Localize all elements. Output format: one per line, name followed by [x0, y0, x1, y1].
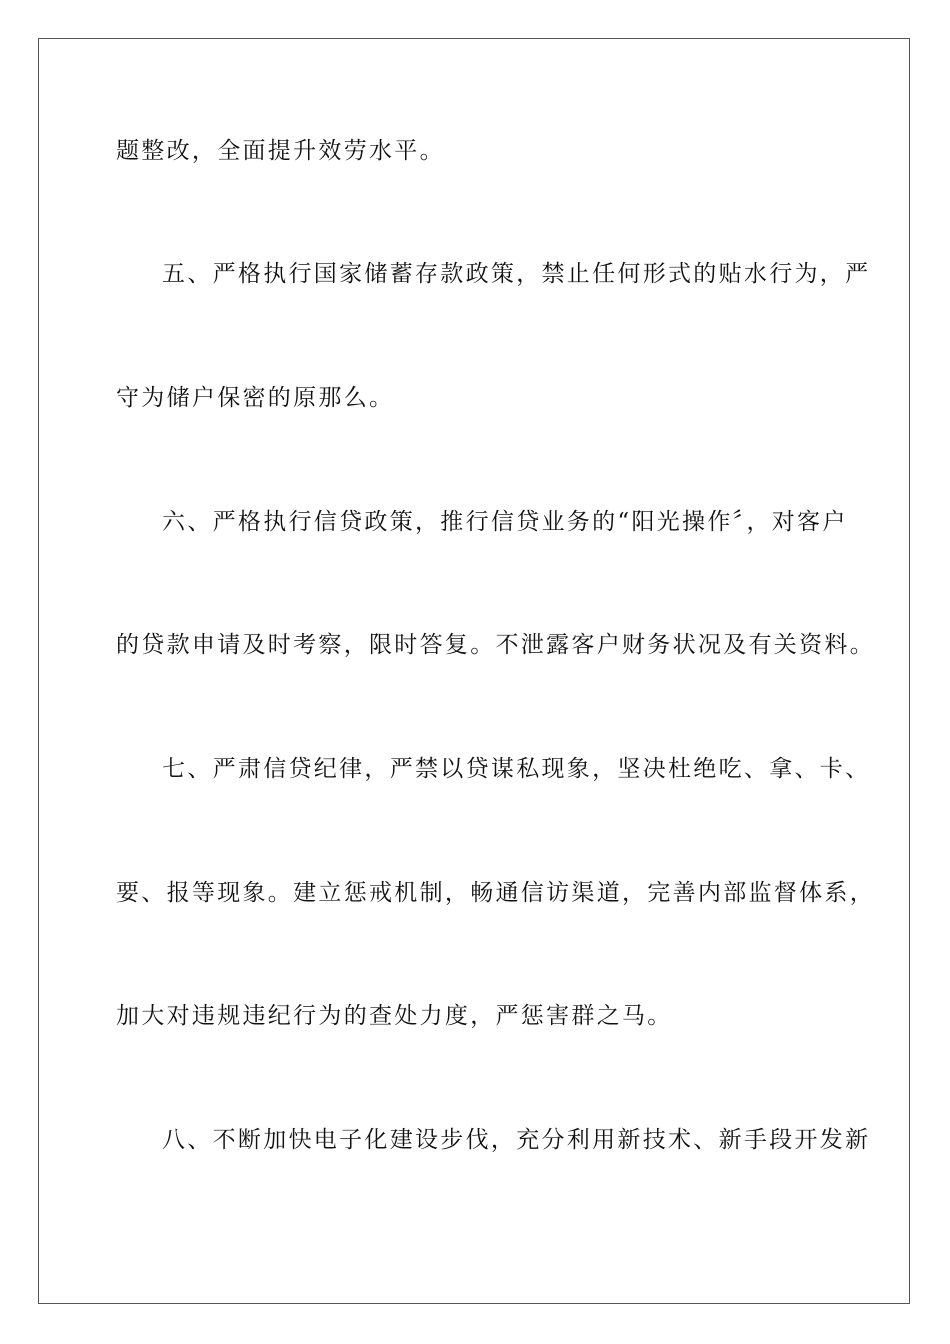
text-line: 守为储户保密的原那么。 — [116, 385, 395, 411]
text-line: 题整改，全面提升效劳水平。 — [116, 138, 445, 164]
paragraph-6-line-1: 六、严格执行信贷政策，推行信贷业务的“阳光操作〞，对客户 — [162, 509, 848, 535]
text-line: 加大对违规违纪行为的查处力度，严惩害群之马。 — [116, 1003, 673, 1029]
text-line: 要、报等现象。建立惩戒机制，畅通信访渠道，完善内部监督体系， — [116, 880, 875, 906]
paragraph-8-line-1: 八、不断加快电子化建设步伐，充分利用新技术、新手段开发新 — [162, 1127, 871, 1153]
paragraph-7-line-1: 七、严肃信贷纪律，严禁以贷谋私现象，坚决杜绝吃、拿、卡、 — [162, 756, 871, 782]
text-line: 的贷款申请及时考察，限时答复。不泄露客户财务状况及有关资料。 — [116, 632, 875, 658]
page-border — [38, 38, 910, 1304]
paragraph-5-line-1: 五、严格执行国家储蓄存款政策，禁止任何形式的贴水行为，严 — [162, 261, 871, 287]
